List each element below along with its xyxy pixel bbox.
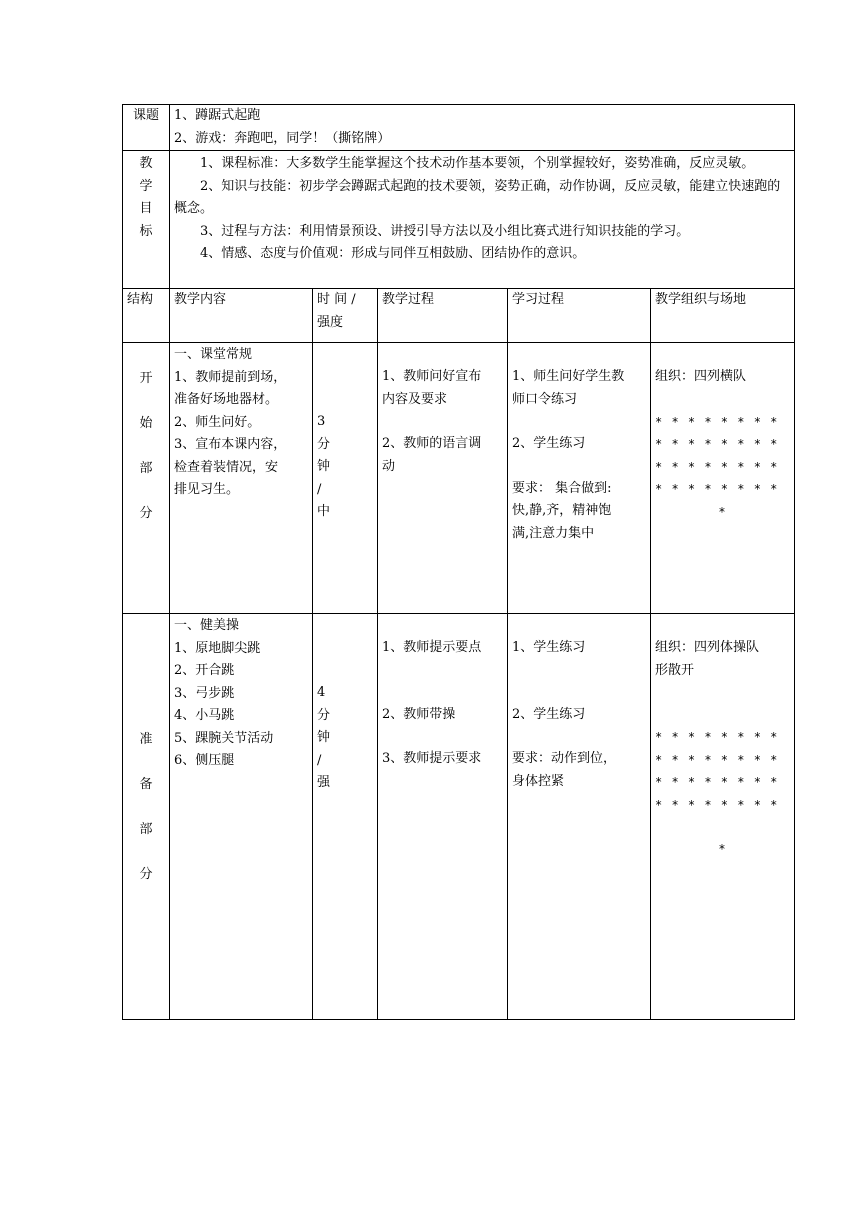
teaching-line: 1、教师提示要点 (382, 640, 482, 655)
topic-label: 课题 (123, 105, 170, 151)
learning-line: 快,静,齐，精神饱 (512, 503, 612, 518)
topic-line: 2、游戏：奔跑吧，同学！（撕铭牌） (174, 130, 391, 146)
org-label: 组织：四列体操队 (655, 640, 760, 655)
content-line: 1、教师提前到场， (174, 369, 287, 385)
content-line: 1、原地脚尖跳 (174, 640, 261, 656)
time-char: 钟 (317, 730, 331, 745)
section-learning (508, 614, 651, 1020)
header-content: 教学内容 (170, 289, 313, 343)
goals-label-char: 教 (139, 156, 153, 171)
section-name-char: 备 (139, 777, 153, 792)
goal-item: 4、情感、态度与价值观：形成与同伴互相鼓励、团结协作的意识。 (200, 246, 586, 261)
section-name-char: 准 (139, 732, 153, 747)
section-organization (651, 343, 795, 614)
org-label: 组织：四列横队 (655, 369, 747, 384)
formation-row: * * * * * * * * (655, 482, 779, 496)
time-char: 钟 (317, 459, 331, 474)
learning-line: 要求： 集合做到: (512, 480, 612, 496)
time-char: 分 (317, 436, 331, 452)
teaching-line: 内容及要求 (382, 391, 448, 407)
time-char: / (317, 481, 322, 497)
goals-row (123, 151, 795, 289)
teacher-position: * (718, 842, 727, 856)
section-row-prep (123, 614, 795, 1020)
section-name-char: 部 (139, 822, 153, 837)
section-name-char: 始 (139, 416, 153, 431)
goals-cell (170, 151, 795, 289)
time-char: / (317, 752, 322, 768)
teaching-line: 2、教师的语言调 (382, 436, 482, 451)
formation-row: * * * * * * * * (655, 797, 779, 812)
time-char: 4 (317, 685, 326, 700)
section-content (170, 343, 313, 614)
section-name-char: 分 (139, 506, 153, 521)
content-line: 检查着装情况，安 (174, 459, 279, 475)
time-char: 强 (317, 775, 331, 790)
learning-line: 2、学生练习 (512, 436, 586, 451)
section-organization (651, 614, 795, 1020)
section-name-char: 分 (139, 867, 153, 882)
time-char: 分 (317, 707, 331, 723)
header-learning: 学习过程 (508, 289, 651, 343)
formation-row: * * * * * * * * (655, 775, 779, 789)
formation-row: * * * * * * * * (655, 730, 779, 744)
content-line: 5、踝腕关节活动 (174, 730, 274, 746)
learning-line: 1、学生练习 (512, 640, 586, 655)
header-teaching: 教学过程 (378, 289, 508, 343)
section-time (313, 343, 378, 614)
goals-label-char: 学 (139, 178, 153, 194)
formation-row: * * * * * * * * (655, 437, 779, 451)
learning-line: 要求：动作到位， (512, 751, 617, 766)
learning-line: 2、学生练习 (512, 706, 586, 722)
formation-row: * * * * * * * * (655, 752, 779, 767)
header-time (313, 289, 378, 343)
content-line: 准备好场地器材。 (174, 392, 279, 407)
section-teaching (378, 343, 508, 614)
topic-row (123, 105, 795, 151)
learning-line: 满,注意力集中 (512, 525, 595, 541)
section-row-start (123, 343, 795, 614)
content-line: 3、宣布本课内容， (174, 437, 287, 452)
section-name (123, 343, 170, 614)
time-char: 3 (317, 414, 326, 429)
formation-row: * * * * * * * * (655, 459, 779, 474)
section-content (170, 614, 313, 1020)
teaching-line: 3、教师提示要求 (382, 751, 482, 766)
goal-item: 2、知识与技能：初步学会蹲踞式起跑的技术要领，姿势正确，动作协调，反应灵敏，能建立快速跑的概念。 (174, 178, 781, 216)
goals-label (123, 151, 170, 289)
section-name (123, 614, 170, 1020)
content-line: 2、开合跳 (174, 663, 235, 678)
header-time-line: 时 间 / (317, 292, 356, 307)
content-line: 2、师生问好。 (174, 414, 261, 430)
section-name-char: 开 (139, 371, 153, 386)
content-line: 3、弓步跳 (174, 685, 235, 701)
goal-item: 3、过程与方法：利用情景预设、讲授引导方法以及小组比赛式进行知识技能的学习。 (200, 223, 690, 239)
header-structure: 结构 (123, 289, 170, 343)
content-line: 一、课堂常规 (174, 347, 253, 362)
learning-line: 师口令练习 (512, 391, 578, 407)
teaching-line: 2、教师带操 (382, 706, 456, 722)
teacher-position: * (718, 504, 727, 519)
goals-label-char: 目 (139, 201, 153, 216)
header-time-line: 强度 (317, 314, 344, 330)
section-learning (508, 343, 651, 614)
learning-line: 1、师生问好学生教 (512, 369, 625, 384)
teaching-line: 动 (382, 458, 396, 474)
org-label: 形散开 (655, 662, 695, 678)
section-time (313, 614, 378, 1020)
content-line: 一、健美操 (174, 618, 240, 633)
time-char: 中 (317, 504, 331, 519)
goals-label-char: 标 (139, 223, 153, 239)
formation-row: * * * * * * * * (655, 414, 779, 429)
section-name-char: 部 (139, 461, 153, 476)
goal-item: 1、课程标准：大多数学生能掌握这个技术动作基本要领，个别掌握较好，姿势准确，反应灵敏。 (200, 156, 755, 171)
learning-line: 身体控紧 (512, 773, 565, 789)
header-row (123, 289, 795, 343)
content-line: 4、小马跳 (174, 708, 235, 723)
topic-cell (170, 105, 795, 151)
header-organization: 教学组织与场地 (651, 289, 795, 343)
topic-line: 1、蹲踞式起跑 (174, 108, 261, 123)
teaching-line: 1、教师问好宣布 (382, 369, 482, 384)
lesson-plan-table (122, 104, 795, 1020)
section-teaching (378, 614, 508, 1020)
content-line: 6、侧压腿 (174, 753, 235, 768)
content-line: 排见习生。 (174, 482, 240, 497)
